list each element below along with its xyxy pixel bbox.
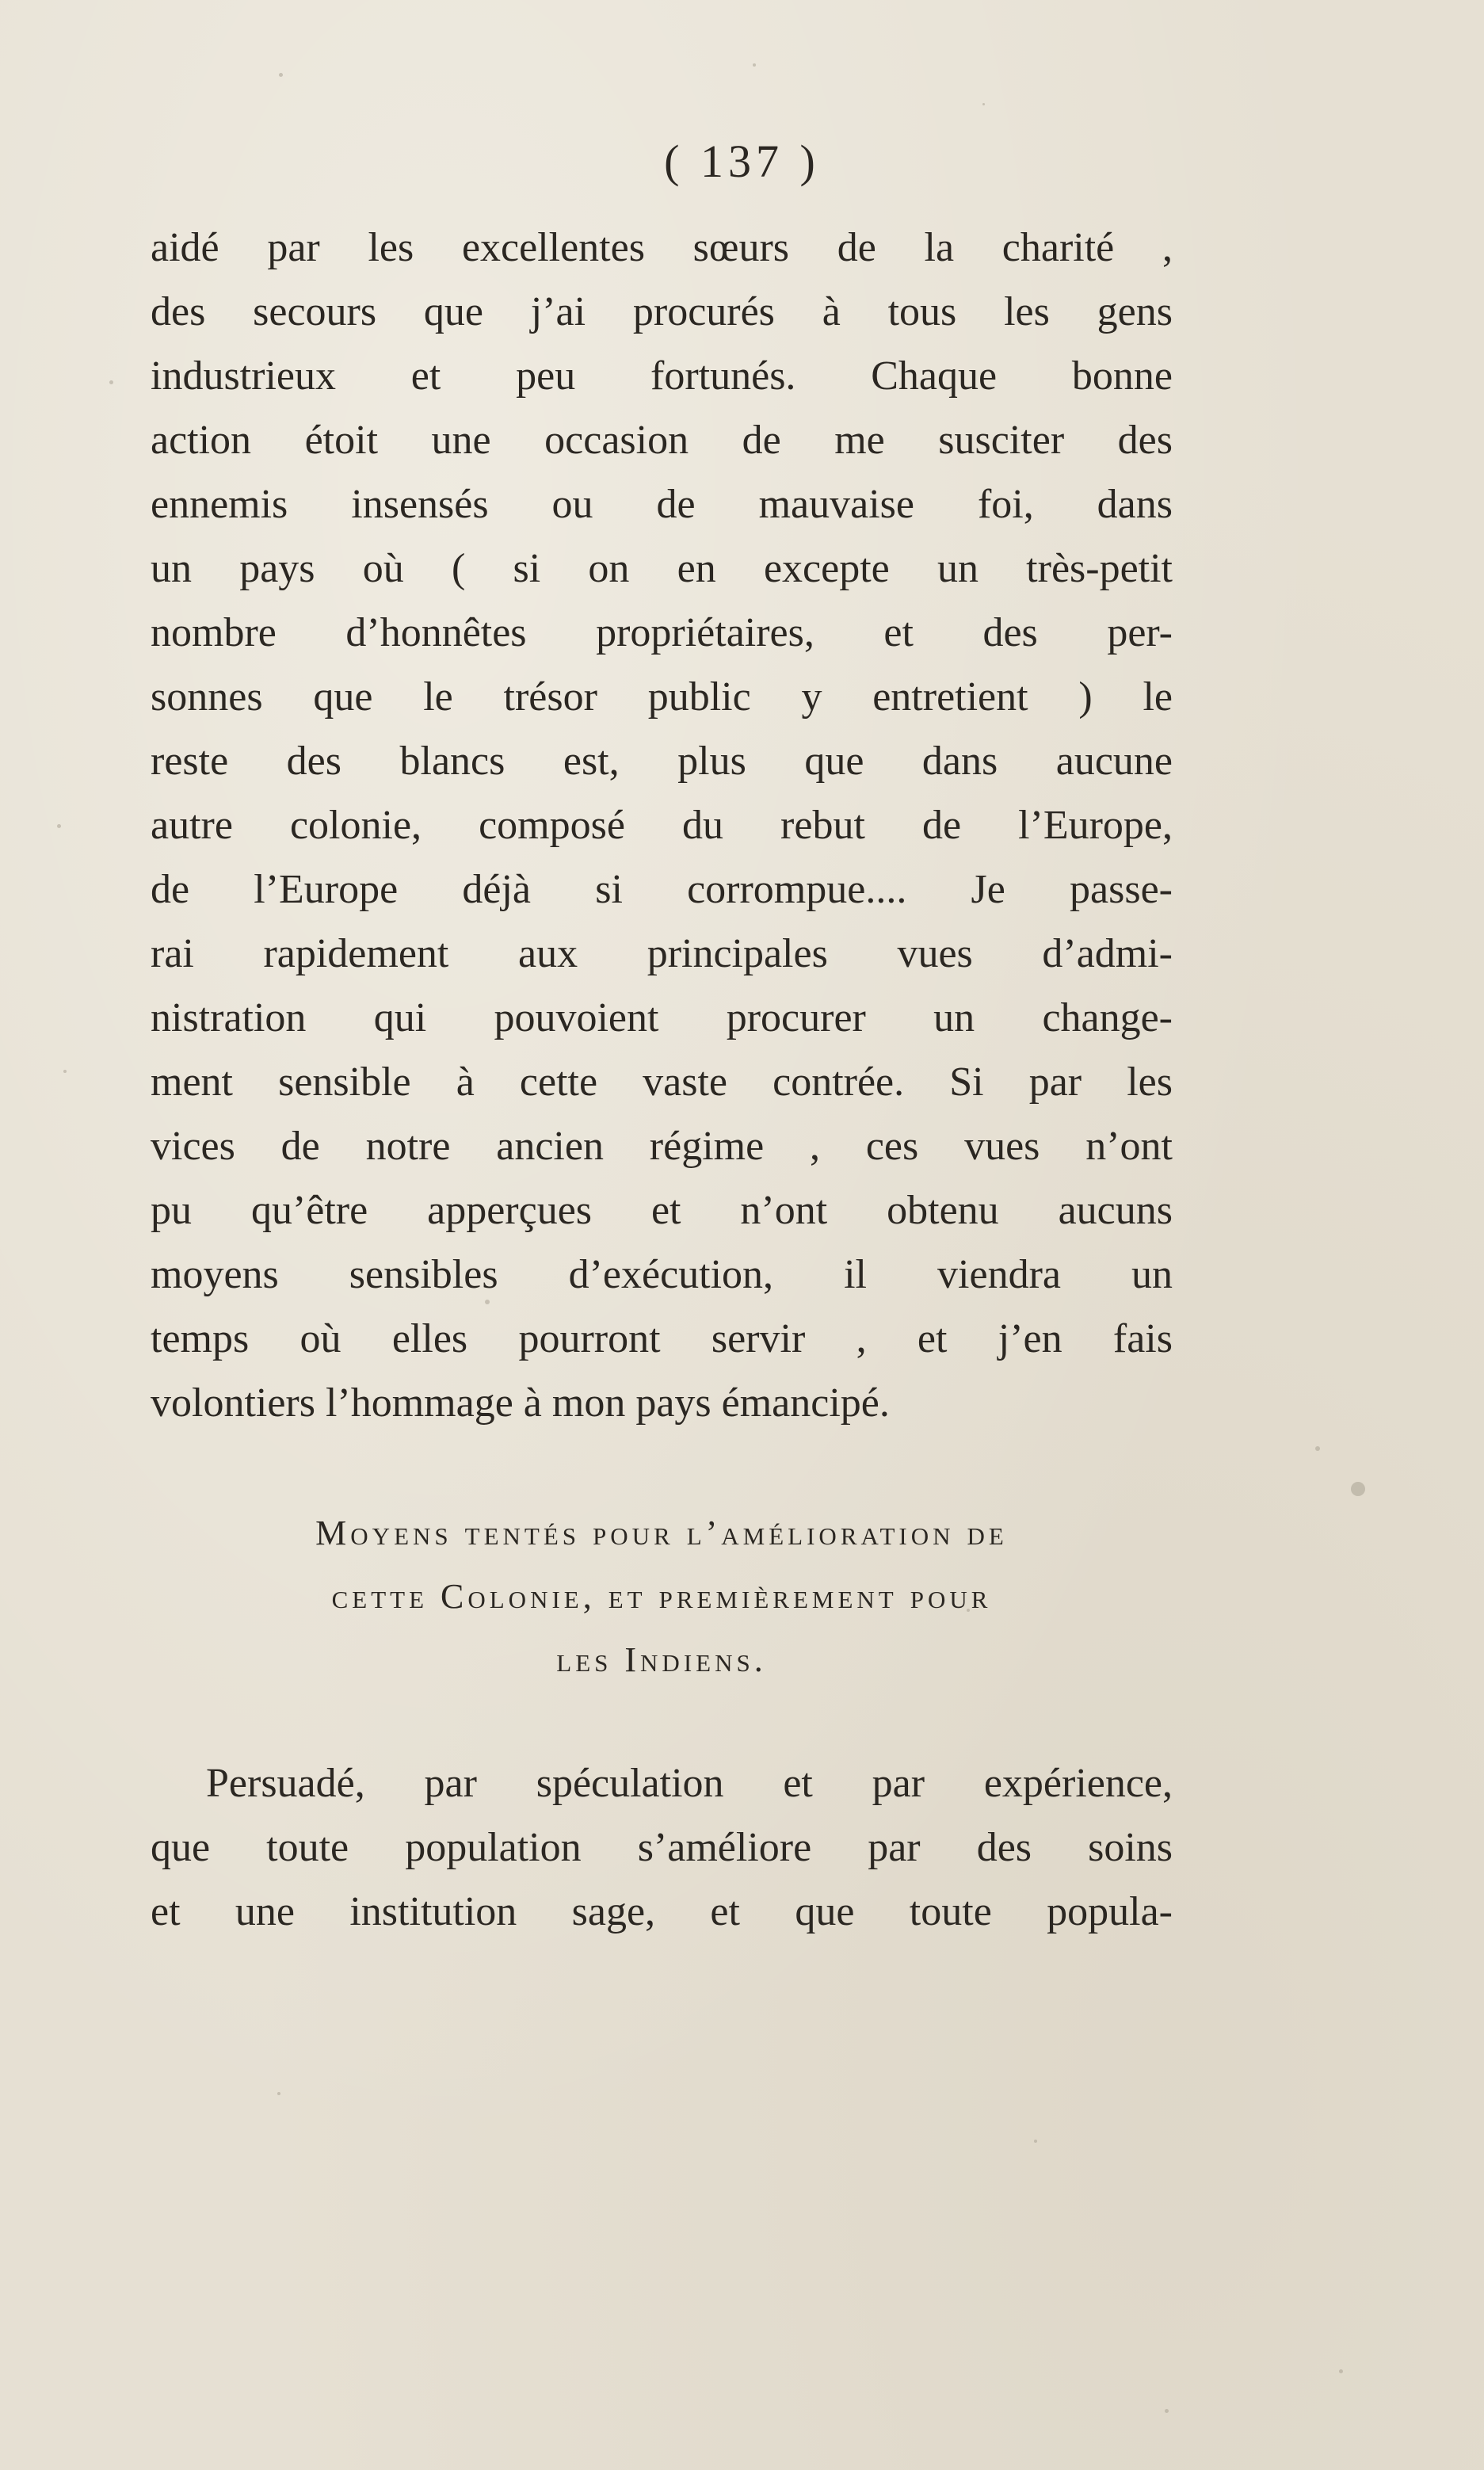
paper-speck [982, 103, 985, 105]
text-line: action étoit une occasion de me susciter des [151, 418, 1173, 463]
text-line: reste des blancs est, plus que dans aucune [151, 739, 1173, 784]
paper-speck [1351, 1482, 1365, 1496]
section-heading [151, 1502, 1173, 1692]
text-line: rai rapidement aux principales vues d’admi- [151, 931, 1173, 976]
paragraph-1 [151, 216, 1173, 1435]
paper-speck [1339, 2369, 1343, 2373]
text-line: vices de notre ancien régime , ces vues n’ont [151, 1124, 1173, 1169]
heading-line: Moyens tentés pour l’amélioration de [315, 1514, 1008, 1552]
paper-speck [753, 63, 756, 67]
heading-line: les Indiens. [556, 1640, 767, 1679]
paper-speck [277, 2092, 280, 2095]
paper-speck [1315, 1446, 1320, 1451]
text-line: de l’Europe déjà si corrompue.... Je passe- [151, 867, 1173, 912]
text-line: sonnes que le trésor public y entretient ) le [151, 674, 1173, 720]
text-line: Persuadé, par spéculation et par expérience, [206, 1761, 1173, 1806]
text-line: aidé par les excellentes sœurs de la charité , [151, 225, 1173, 270]
text-line: nombre d’honnêtes propriétaires, et des per- [151, 610, 1173, 655]
text-line: pu qu’être apperçues et n’ont obtenu aucuns [151, 1188, 1173, 1233]
heading-line: cette Colonie, et premièrement pour [331, 1577, 992, 1616]
text-line: des secours que j’ai procurés à tous les gens [151, 289, 1173, 334]
paper-speck [109, 380, 113, 384]
paragraph-2 [151, 1751, 1173, 1944]
text-line: un pays où ( si on en excepte un très-petit [151, 546, 1173, 591]
paper-speck [1165, 2409, 1169, 2413]
text-line: et une institution sage, et que toute popula- [151, 1889, 1173, 1934]
page-number: ( 137 ) [664, 136, 820, 187]
text-line: que toute population s’améliore par des soins [151, 1825, 1173, 1870]
text-line: autre colonie, composé du rebut de l’Europe, [151, 803, 1173, 848]
text-line: ment sensible à cette vaste contrée. Si par les [151, 1059, 1173, 1105]
paper-speck [63, 1070, 67, 1073]
text-line: industrieux et peu fortunés. Chaque bonne [151, 353, 1173, 399]
text-line: volontiers l’hommage à mon pays émancipé. [151, 1380, 890, 1426]
paper-speck [1034, 2140, 1037, 2143]
paper-speck [279, 73, 283, 77]
text-line: moyens sensibles d’exécution, il viendra un [151, 1252, 1173, 1297]
paper-speck [57, 824, 61, 828]
text-line: ennemis insensés ou de mauvaise foi, dans [151, 482, 1173, 527]
text-line: nistration qui pouvoient procurer un change- [151, 995, 1173, 1040]
text-line: temps où elles pourront servir , et j’en fais [151, 1316, 1173, 1361]
